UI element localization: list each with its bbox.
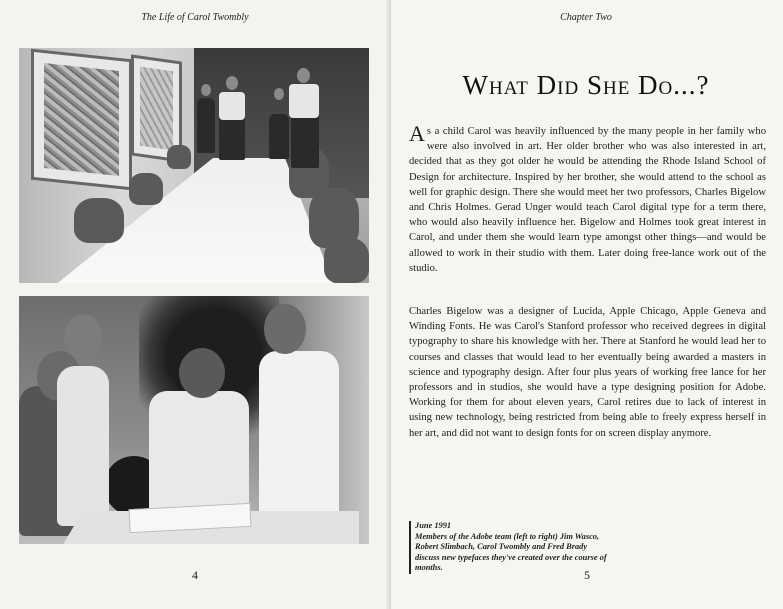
framed-artwork-large — [31, 49, 132, 191]
conference-room-photo — [19, 48, 369, 283]
body-paragraph-1: As a child Carol was heavily influenced by the many people in her family who were also involved in art. Her older brother who was also interested in art, decided that as they got older he would be attending the Rhode Island School of Design for architecture. Inspired by her brother, she would attend to the school as well for graphic design. There she would meet her two professors, Charles Bigelow and Chris Holmes. Gerad Unger would teach Carol digital type for a term there, who would also heavily influence her. Bigelow and Holmes took great interest in Carol, and under them she would learn type amongst other things—and would be allowed to work in their studio with them. Later doing free-lance work out of the studio. — [409, 121, 766, 274]
person-head — [64, 314, 102, 358]
page-number-left: 4 — [192, 568, 198, 582]
person-shirt — [219, 92, 245, 120]
adobe-team-photo — [19, 296, 369, 544]
person-head — [264, 304, 306, 354]
page-number-right: 5 — [584, 568, 590, 582]
left-page — [0, 0, 391, 609]
person — [197, 98, 215, 153]
person-head — [201, 84, 211, 96]
person-head — [274, 88, 284, 100]
chair — [167, 145, 191, 169]
person-head — [226, 76, 238, 90]
chair — [129, 173, 163, 205]
chair — [74, 198, 124, 243]
body-paragraph-2: Charles Bigelow was a designer of Lucida, Apple Chicago, Apple Geneva and Winding Fonts. He was Carol's Stanford professor who received degrees in digital typography to share his knowledge with her. There at Stanford he would lead her to courses and classes that would lead to her eventually being awarded a masters in science and typography design. After four plus years of working free lance for her professors and in studios, she would have a type designing position for Adobe. Working for them for about eleven years, Carol retires due to lack of interest in using new technology, being restricted from being able to freely express herself in her art, and did not want to design fonts for on screen display anymore. — [409, 306, 766, 439]
photo-caption — [409, 521, 610, 574]
chapter-title: What Did She Do...? — [462, 70, 710, 100]
person-carol-twombly — [149, 391, 249, 521]
person-robert-slimbach — [57, 366, 109, 526]
person-head — [179, 348, 225, 398]
running-head-right: Chapter Two — [560, 12, 612, 23]
chair — [324, 238, 369, 283]
person-head — [297, 68, 310, 83]
running-head-left: The Life of Carol Twombly — [141, 12, 249, 23]
person — [269, 114, 289, 159]
person-shirt — [289, 84, 319, 118]
caption-text: Members of the Adobe team (left to right) Jim Wasco, Robert Slimbach, Carol Twombly and Fred Brady discuss new typefaces they've created over the course of months. — [415, 531, 607, 573]
caption-date: June 1991 — [415, 521, 452, 530]
